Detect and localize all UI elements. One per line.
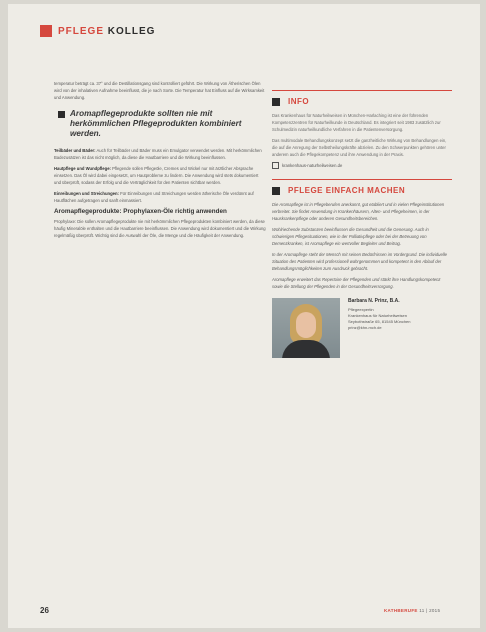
author-name: Barbara N. Prinz, B.A. [348,298,400,304]
magazine-page [8,4,480,628]
article-intro: temperatur beträgt ca. 37° und die Destillationsgang sind kontrolliert geführt. Die Wirkung von Ätherischen Ölen wird von der inhalativen Aufnahme beeinflusst, die je nach Sorte. Die Temperatur hat Einfluss auf die Wirksamkeit und Anwendung. [54,81,265,100]
info-rule [272,90,452,91]
link-icon [272,162,279,169]
info-link[interactable] [272,162,452,169]
author-address: Seybothstraße 65, 81545 München [348,319,411,324]
author-block [272,298,452,358]
pflege-box [272,201,452,290]
author-org: Krankenhaus für Naturheilweisen [348,313,407,318]
info-tag-icon [272,98,280,106]
article-subhead: Aromapflegeprodukte: Prophylaxen-Öle richtig anwenden [54,208,227,215]
footer-brand: KATHBERUFE 11 | 2015 [384,608,441,613]
pull-quote-text: Aromapflegeprodukte sollten nie mit herkömmlichen Pflegeprodukten kombiniert werden. [70,109,242,138]
pflege-tag-icon [272,187,280,195]
main-article-column [54,80,266,243]
author-photo [272,298,340,358]
pflege-title: PFLEGE EINFACH MACHEN [288,186,406,195]
section-header [40,24,155,38]
info-title: INFO [288,97,310,106]
square-bullet-icon [58,111,65,118]
pull-quote [58,109,266,139]
info-box-header [272,97,452,106]
info-paragraph-1: Das Krankenhaus für Naturheilweisen in München-Harlaching ist eine der führenden Kompetenzzentren für Naturheilkunde in Deutschland. Es integriert seit 1983 zusätzlich zur Schulmedizin naturheilkundliche Verfahren in die Patientenversorgung. [272,113,441,132]
pflege-paragraph-4: Aromapflege erweitert das Repertoire der Pflegenden und stärkt ihre Handlungskompetenz sowie die Stellung der Pflegenden in der Gesundheitsversorgung. [272,277,441,289]
author-role: Pflegeexpertin [348,307,374,312]
info-link-text[interactable]: krankenhaus-naturheilweisen.de [282,163,343,168]
paragraph-rubs: Einreibungen und Streichungen: Für Einreibungen und Streichungen werden ätherische Öle verdünnt auf Hautflächen aufgetragen und sanft einmassiert. [54,191,254,203]
paragraph-baths: Teilbäder und Bäder: Auch für Teilbäder und Bäder muss ein Emulgator verwendet werden. Mit herkömmlichen Badezusätzen ist das nicht möglich, da diese die Hautbarriere und die Wirkung beeinflussen. [54,148,262,160]
kicker-dark: KOLLEG [107,25,156,37]
info-paragraph-2: Das multimodale Behandlungskonzept setzt die ganzheitliche Wirkung von Behandlungen ein, die auf die Anregung der Selbstheilungskräfte abzielen. Zu den Schwerpunkten gehören unter anderem auch die Pflegekompetenz und ihre Anwendung in der Praxis. [272,138,447,157]
pflege-box-header [272,186,452,195]
page-number: 26 [40,606,49,615]
author-email[interactable]: prinz@khn-mch.de [348,325,382,330]
pflege-rule [272,179,452,180]
paragraph-skincare: Hautpflege und Wundpflege: Pflegende sollen Pflegeöle, Cremes und Wickel nur mit ärztlicher Absprache einsetzen. Das Öl wird dabei eingesetzt, um Hautprobleme zu lindern. Die Anwendung wird stets dokumentiert und überprüft, sodass der Erfolg und die Verträglichkeit für den Patienten sichtbar werden. [54,166,259,185]
sidebar-column [272,90,452,358]
pflege-paragraph-1: Die Aromapflege ist in Pflegeberufen anerkannt, gut etabliert und in vielen Pflegeinstitutionen verbreitet. Sie findet Anwendung in Krankenhäusern, Alten- und Pflegeheimen, in der Hauskrankenpflege oder anderen Gesundheitsbereichen. [272,202,445,221]
section-kicker [58,26,155,37]
pflege-paragraph-3: In der Aromapflege steht der Mensch mit seinen Bedürfnissen im Vordergrund. Die individuelle Situation des Patienten wird professionell wahrgenommen und kompetent in den Ablauf der Behandlungsmöglichkeiten zum Ausdruck gebracht. [272,252,447,271]
kicker-red: PFLEGE [58,25,105,37]
pflege-paragraph-2: Wohlriechende Substanzen beeinflussen die Gesundheit und die Genesung. Auch in schwierigen Pflegesituationen, wie in der Palliativpflege oder bei der Betreuung von Demenzkranken, ist Aromapflege ein wertvoller Begleiter und Beitrag. [272,227,429,246]
header-accent-bar [40,25,52,37]
paragraph-prophylaxis: Prophylaxe: Die sollen Aromapflegeprodukte nie mit herkömmlichen Pflegeprodukten kombiniert werden, da diese häufig Mineralöle enthalten und die Hautbarriere beeinflussen. Die Anwendung wird dokumentiert und die Wirkung regelmäßig überprüft. Wichtig sind die Auswahl der Öle, die Menge und die Häufigkeit der Anwendung. [54,219,266,238]
info-box [272,112,452,169]
author-info [348,298,411,358]
